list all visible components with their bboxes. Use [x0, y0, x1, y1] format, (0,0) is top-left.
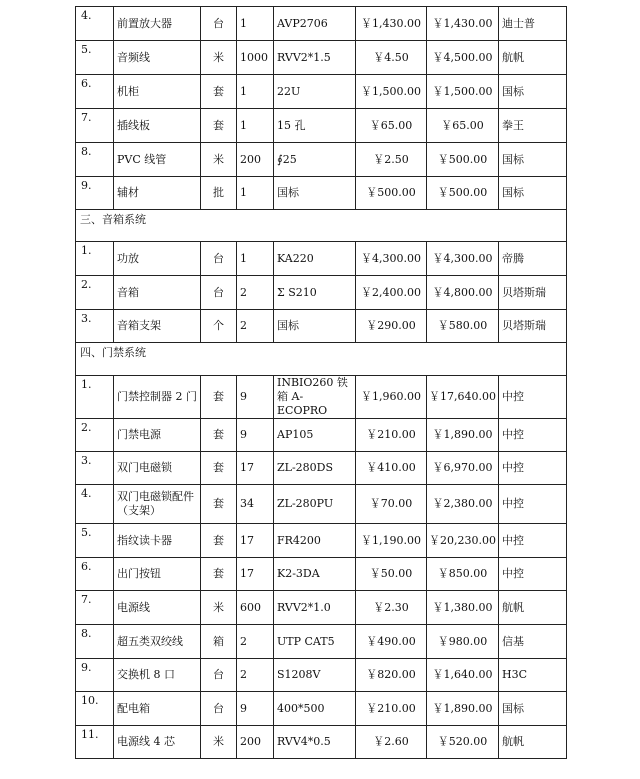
table-row: [76, 177, 567, 210]
item-name: 超五类双绞线: [114, 625, 201, 659]
item-model: 400*500: [274, 692, 356, 726]
item-quantity: 9: [237, 376, 274, 419]
item-name: 音箱: [114, 276, 201, 310]
item-unit: 台: [201, 276, 237, 310]
item-brand: 中控: [499, 452, 567, 485]
item-quantity: 2: [237, 310, 274, 343]
item-quantity: 1: [237, 177, 274, 210]
item-unit-price: ￥2,400.00: [356, 276, 427, 310]
item-total-price: ￥520.00: [427, 726, 499, 759]
item-number: 1.: [76, 376, 114, 419]
item-quantity: 9: [237, 692, 274, 726]
item-name: 音频线: [114, 41, 201, 75]
item-unit: 米: [201, 726, 237, 759]
item-unit: 套: [201, 485, 237, 524]
item-brand: 国标: [499, 177, 567, 210]
item-number: 9.: [76, 659, 114, 692]
table-row: [76, 485, 567, 524]
item-brand: H3C: [499, 659, 567, 692]
table-row: [76, 41, 567, 75]
item-number: 7.: [76, 109, 114, 143]
item-name: 门禁电源: [114, 419, 201, 452]
item-brand: 中控: [499, 485, 567, 524]
table-row: [76, 75, 567, 109]
item-total-price: ￥980.00: [427, 625, 499, 659]
item-number: 9.: [76, 177, 114, 210]
item-unit: 套: [201, 376, 237, 419]
item-unit: 箱: [201, 625, 237, 659]
item-number: 3.: [76, 452, 114, 485]
item-unit-price: ￥820.00: [356, 659, 427, 692]
item-quantity: 1: [237, 75, 274, 109]
item-unit-price: ￥1,500.00: [356, 75, 427, 109]
item-unit-price: ￥210.00: [356, 419, 427, 452]
item-model: INBIO260 铁箱 A-ECOPRO: [274, 376, 356, 419]
item-total-price: ￥850.00: [427, 558, 499, 591]
item-name: PVC 线管: [114, 143, 201, 177]
item-name: 电源线 4 芯: [114, 726, 201, 759]
item-quantity: 600: [237, 591, 274, 625]
item-unit: 米: [201, 591, 237, 625]
item-model: 22U: [274, 75, 356, 109]
item-model: 国标: [274, 310, 356, 343]
item-number: 7.: [76, 591, 114, 625]
item-brand: 信基: [499, 625, 567, 659]
table-row: [76, 419, 567, 452]
item-total-price: ￥65.00: [427, 109, 499, 143]
item-unit-price: ￥290.00: [356, 310, 427, 343]
item-name: 电源线: [114, 591, 201, 625]
item-quantity: 1: [237, 242, 274, 276]
table-row: [76, 143, 567, 177]
item-brand: 迪士普: [499, 7, 567, 41]
item-unit: 台: [201, 242, 237, 276]
item-total-price: ￥4,800.00: [427, 276, 499, 310]
item-model: RVV2*1.5: [274, 41, 356, 75]
item-total-price: ￥580.00: [427, 310, 499, 343]
item-total-price: ￥1,890.00: [427, 419, 499, 452]
item-unit: 套: [201, 524, 237, 558]
item-unit-price: ￥210.00: [356, 692, 427, 726]
item-quantity: 2: [237, 659, 274, 692]
item-quantity: 1: [237, 109, 274, 143]
item-quantity: 34: [237, 485, 274, 524]
item-unit-price: ￥500.00: [356, 177, 427, 210]
item-unit: 套: [201, 419, 237, 452]
item-total-price: ￥500.00: [427, 143, 499, 177]
table-row: [76, 7, 567, 41]
item-quantity: 1: [237, 7, 274, 41]
item-brand: 贝塔斯瑞: [499, 276, 567, 310]
section-title: 四、门禁系统: [76, 343, 567, 376]
item-unit-price: ￥1,960.00: [356, 376, 427, 419]
item-model: RVV4*0.5: [274, 726, 356, 759]
table-row: [76, 524, 567, 558]
item-name: 指纹读卡器: [114, 524, 201, 558]
item-brand: 中控: [499, 376, 567, 419]
item-name: 配电箱: [114, 692, 201, 726]
item-model: ZL-280DS: [274, 452, 356, 485]
item-brand: 国标: [499, 692, 567, 726]
table-row: [76, 692, 567, 726]
item-model: FR4200: [274, 524, 356, 558]
item-unit: 米: [201, 41, 237, 75]
item-number: 8.: [76, 625, 114, 659]
item-model: K2-3DA: [274, 558, 356, 591]
item-model: ZL-280PU: [274, 485, 356, 524]
item-brand: 中控: [499, 524, 567, 558]
item-unit: 套: [201, 109, 237, 143]
table-row: [76, 558, 567, 591]
section-title: 三、音箱系统: [76, 210, 567, 242]
section-row: [76, 210, 567, 242]
item-name: 交换机 8 口: [114, 659, 201, 692]
item-model: 国标: [274, 177, 356, 210]
item-name: 双门电磁锁配件（支架）: [114, 485, 201, 524]
item-unit-price: ￥50.00: [356, 558, 427, 591]
item-number: 10.: [76, 692, 114, 726]
item-unit-price: ￥65.00: [356, 109, 427, 143]
equipment-table: [75, 6, 567, 759]
item-quantity: 17: [237, 558, 274, 591]
table-row: [76, 109, 567, 143]
item-name: 音箱支架: [114, 310, 201, 343]
table-row: [76, 310, 567, 343]
item-unit-price: ￥4,300.00: [356, 242, 427, 276]
item-quantity: 1000: [237, 41, 274, 75]
item-number: 6.: [76, 558, 114, 591]
table-row: [76, 242, 567, 276]
item-quantity: 17: [237, 524, 274, 558]
item-brand: 帝腾: [499, 242, 567, 276]
item-total-price: ￥4,300.00: [427, 242, 499, 276]
item-unit: 套: [201, 75, 237, 109]
item-model: RVV2*1.0: [274, 591, 356, 625]
item-number: 5.: [76, 41, 114, 75]
item-brand: 拳王: [499, 109, 567, 143]
table-row: [76, 659, 567, 692]
item-number: 4.: [76, 7, 114, 41]
item-number: 6.: [76, 75, 114, 109]
item-brand: 航帆: [499, 591, 567, 625]
table-row: [76, 625, 567, 659]
item-name: 功放: [114, 242, 201, 276]
item-name: 机柜: [114, 75, 201, 109]
item-name: 双门电磁锁: [114, 452, 201, 485]
item-unit: 套: [201, 452, 237, 485]
item-quantity: 17: [237, 452, 274, 485]
item-model: UTP CAT5: [274, 625, 356, 659]
section-row: [76, 343, 567, 376]
item-total-price: ￥1,890.00: [427, 692, 499, 726]
item-total-price: ￥1,430.00: [427, 7, 499, 41]
item-unit-price: ￥1,430.00: [356, 7, 427, 41]
item-unit-price: ￥2.60: [356, 726, 427, 759]
item-brand: 贝塔斯瑞: [499, 310, 567, 343]
item-name: 门禁控制器 2 门: [114, 376, 201, 419]
item-model: S1208V: [274, 659, 356, 692]
item-brand: 航帆: [499, 41, 567, 75]
item-model: AP105: [274, 419, 356, 452]
item-total-price: ￥500.00: [427, 177, 499, 210]
item-number: 2.: [76, 419, 114, 452]
table-row: [76, 726, 567, 759]
item-quantity: 2: [237, 276, 274, 310]
item-unit: 米: [201, 143, 237, 177]
item-model: Σ S210: [274, 276, 356, 310]
item-brand: 中控: [499, 558, 567, 591]
item-model: 15 孔: [274, 109, 356, 143]
item-quantity: 9: [237, 419, 274, 452]
item-total-price: ￥20,230.00: [427, 524, 499, 558]
item-brand: 航帆: [499, 726, 567, 759]
item-unit: 台: [201, 7, 237, 41]
table-row: [76, 276, 567, 310]
item-brand: 国标: [499, 143, 567, 177]
item-quantity: 200: [237, 726, 274, 759]
item-model: ∮25: [274, 143, 356, 177]
item-total-price: ￥2,380.00: [427, 485, 499, 524]
item-number: 8.: [76, 143, 114, 177]
item-unit-price: ￥410.00: [356, 452, 427, 485]
item-number: 2.: [76, 276, 114, 310]
table-row: [76, 591, 567, 625]
item-unit-price: ￥490.00: [356, 625, 427, 659]
item-unit: 个: [201, 310, 237, 343]
item-unit: 台: [201, 692, 237, 726]
table-body: [76, 7, 567, 759]
item-model: AVP2706: [274, 7, 356, 41]
table-row: [76, 452, 567, 485]
item-number: 1.: [76, 242, 114, 276]
item-number: 3.: [76, 310, 114, 343]
item-name: 辅材: [114, 177, 201, 210]
item-number: 5.: [76, 524, 114, 558]
item-total-price: ￥1,500.00: [427, 75, 499, 109]
table-row: [76, 376, 567, 419]
item-total-price: ￥1,640.00: [427, 659, 499, 692]
item-number: 11.: [76, 726, 114, 759]
item-total-price: ￥17,640.00: [427, 376, 499, 419]
item-brand: 中控: [499, 419, 567, 452]
item-name: 插线板: [114, 109, 201, 143]
item-total-price: ￥6,970.00: [427, 452, 499, 485]
item-unit-price: ￥2.50: [356, 143, 427, 177]
item-name: 前置放大器: [114, 7, 201, 41]
item-total-price: ￥1,380.00: [427, 591, 499, 625]
item-unit-price: ￥70.00: [356, 485, 427, 524]
item-unit: 套: [201, 558, 237, 591]
item-quantity: 2: [237, 625, 274, 659]
item-quantity: 200: [237, 143, 274, 177]
item-unit: 批: [201, 177, 237, 210]
item-unit-price: ￥1,190.00: [356, 524, 427, 558]
item-unit-price: ￥2.30: [356, 591, 427, 625]
item-brand: 国标: [499, 75, 567, 109]
item-unit: 台: [201, 659, 237, 692]
item-name: 出门按钮: [114, 558, 201, 591]
item-number: 4.: [76, 485, 114, 524]
item-total-price: ￥4,500.00: [427, 41, 499, 75]
item-unit-price: ￥4.50: [356, 41, 427, 75]
item-model: KA220: [274, 242, 356, 276]
